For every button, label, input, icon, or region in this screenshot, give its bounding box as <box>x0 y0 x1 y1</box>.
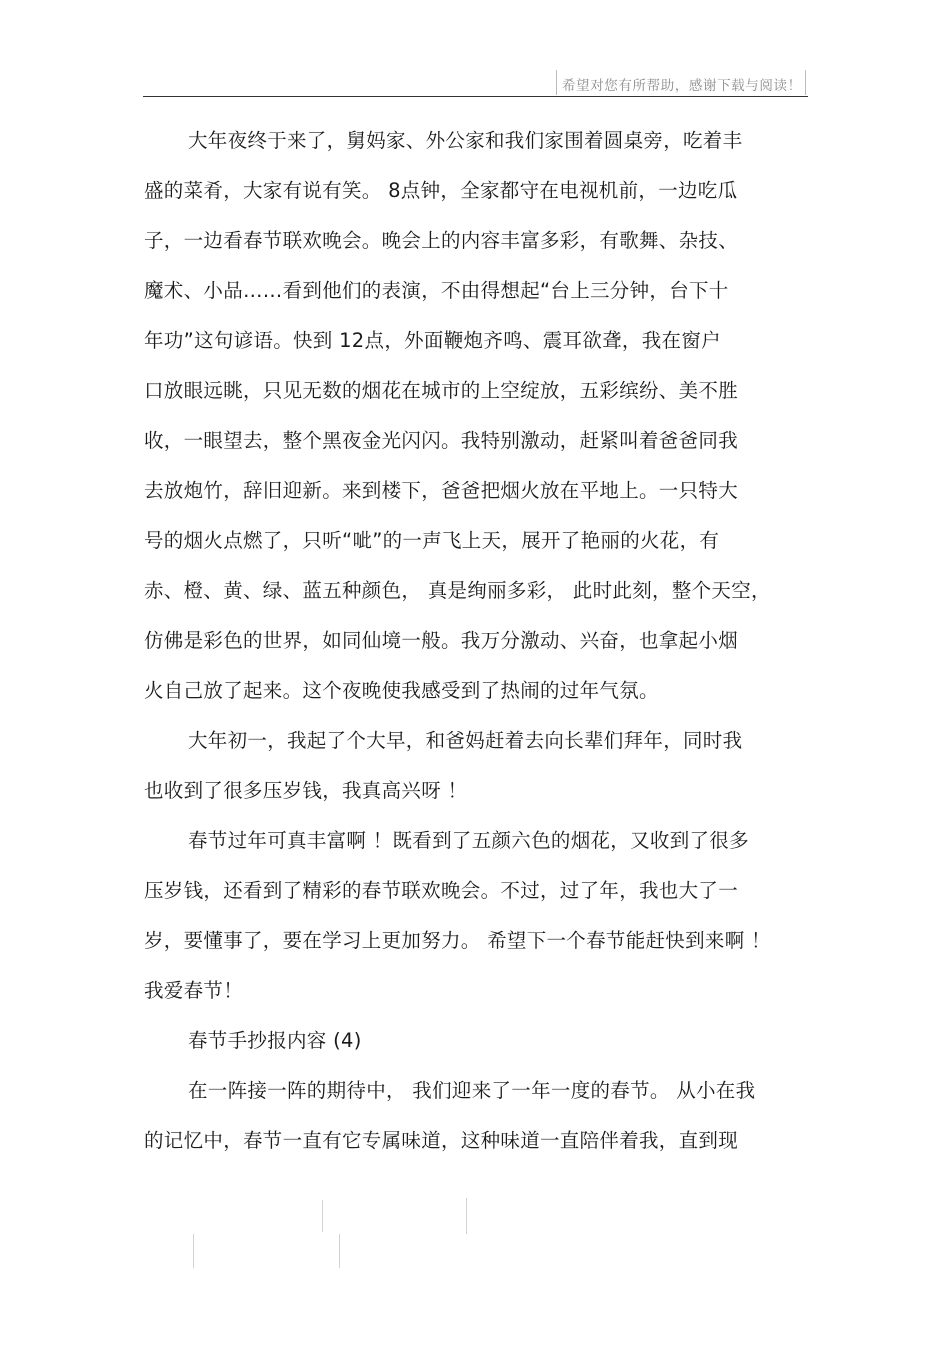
text-line: 魔术、小品……看到他们的表演，不由得想起“台上三分钟，台下十 <box>144 279 729 302</box>
text-line: 我爱春节！ <box>144 979 244 1002</box>
text-line: 岁，要懂事了，要在学习上更加努力。 希望下一个春节能赶快到来啊 ！ <box>144 929 771 952</box>
text-line: 春节手抄报内容 (4) <box>188 1029 362 1052</box>
text-line: 在一阵接一阵的期待中， 我们迎来了一年一度的春节。 从小在我 <box>188 1079 756 1102</box>
text-line: 大年初一，我起了个大早，和爸妈赶着去向长辈们拜年，同时我 <box>188 729 743 752</box>
text-line: 大年夜终于来了，舅妈家、外公家和我们家围着圆桌旁，吃着丰 <box>188 129 743 152</box>
scan-artifact-line <box>322 1200 323 1232</box>
text-line: 去放炮竹，辞旧迎新。来到楼下，爸爸把烟火放在平地上。一只特大 <box>144 479 739 502</box>
header-watermark: 希望对您有所帮助，感谢下载与阅读！ <box>562 78 802 94</box>
text-line: 口放眼远眺，只见无数的烟花在城市的上空绽放，五彩缤纷、美不胜 <box>144 379 739 402</box>
text-line: 盛的菜肴，大家有说有笑。 8点钟，全家都守在电视机前，一边吃瓜 <box>144 179 738 202</box>
header-divider <box>143 96 808 97</box>
text-line: 的记忆中，春节一直有它专属味道，这种味道一直陪伴着我，直到现 <box>144 1129 739 1152</box>
text-line: 赤、橙、黄、绿、蓝五种颜色， 真是绚丽多彩， 此时此刻，整个天空， <box>144 579 771 602</box>
text-line: 火自己放了起来。这个夜晚使我感受到了热闹的过年气氛。 <box>144 679 659 702</box>
text-line: 也收到了很多压岁钱，我真高兴呀 ！ <box>144 779 468 802</box>
text-line: 春节过年可真丰富啊 ！既看到了五颜六色的烟花，又收到了很多 <box>188 829 749 852</box>
document-body <box>144 116 824 1166</box>
text-line: 压岁钱，还看到了精彩的春节联欢晚会。不过，过了年，我也大了一 <box>144 879 739 902</box>
text-line: 子，一边看春节联欢晚会。晚会上的内容丰富多彩，有歌舞、杂技、 <box>144 229 739 252</box>
text-line: 仿佛是彩色的世界，如同仙境一般。我万分激动、兴奋，也拿起小烟 <box>144 629 739 652</box>
text-line: 年功”这句谚语。快到 12点，外面鞭炮齐鸣、震耳欲聋，我在窗户 <box>144 329 721 352</box>
scan-artifact-line <box>339 1234 340 1268</box>
scan-artifact-line <box>193 1234 194 1268</box>
text-line: 号的烟火点燃了，只听“呲”的一声飞上天，展开了艳丽的火花，有 <box>144 529 720 552</box>
scan-artifact-line <box>466 1198 467 1234</box>
text-line: 收，一眼望去，整个黑夜金光闪闪。我特别激动，赶紧叫着爸爸同我 <box>144 429 739 452</box>
